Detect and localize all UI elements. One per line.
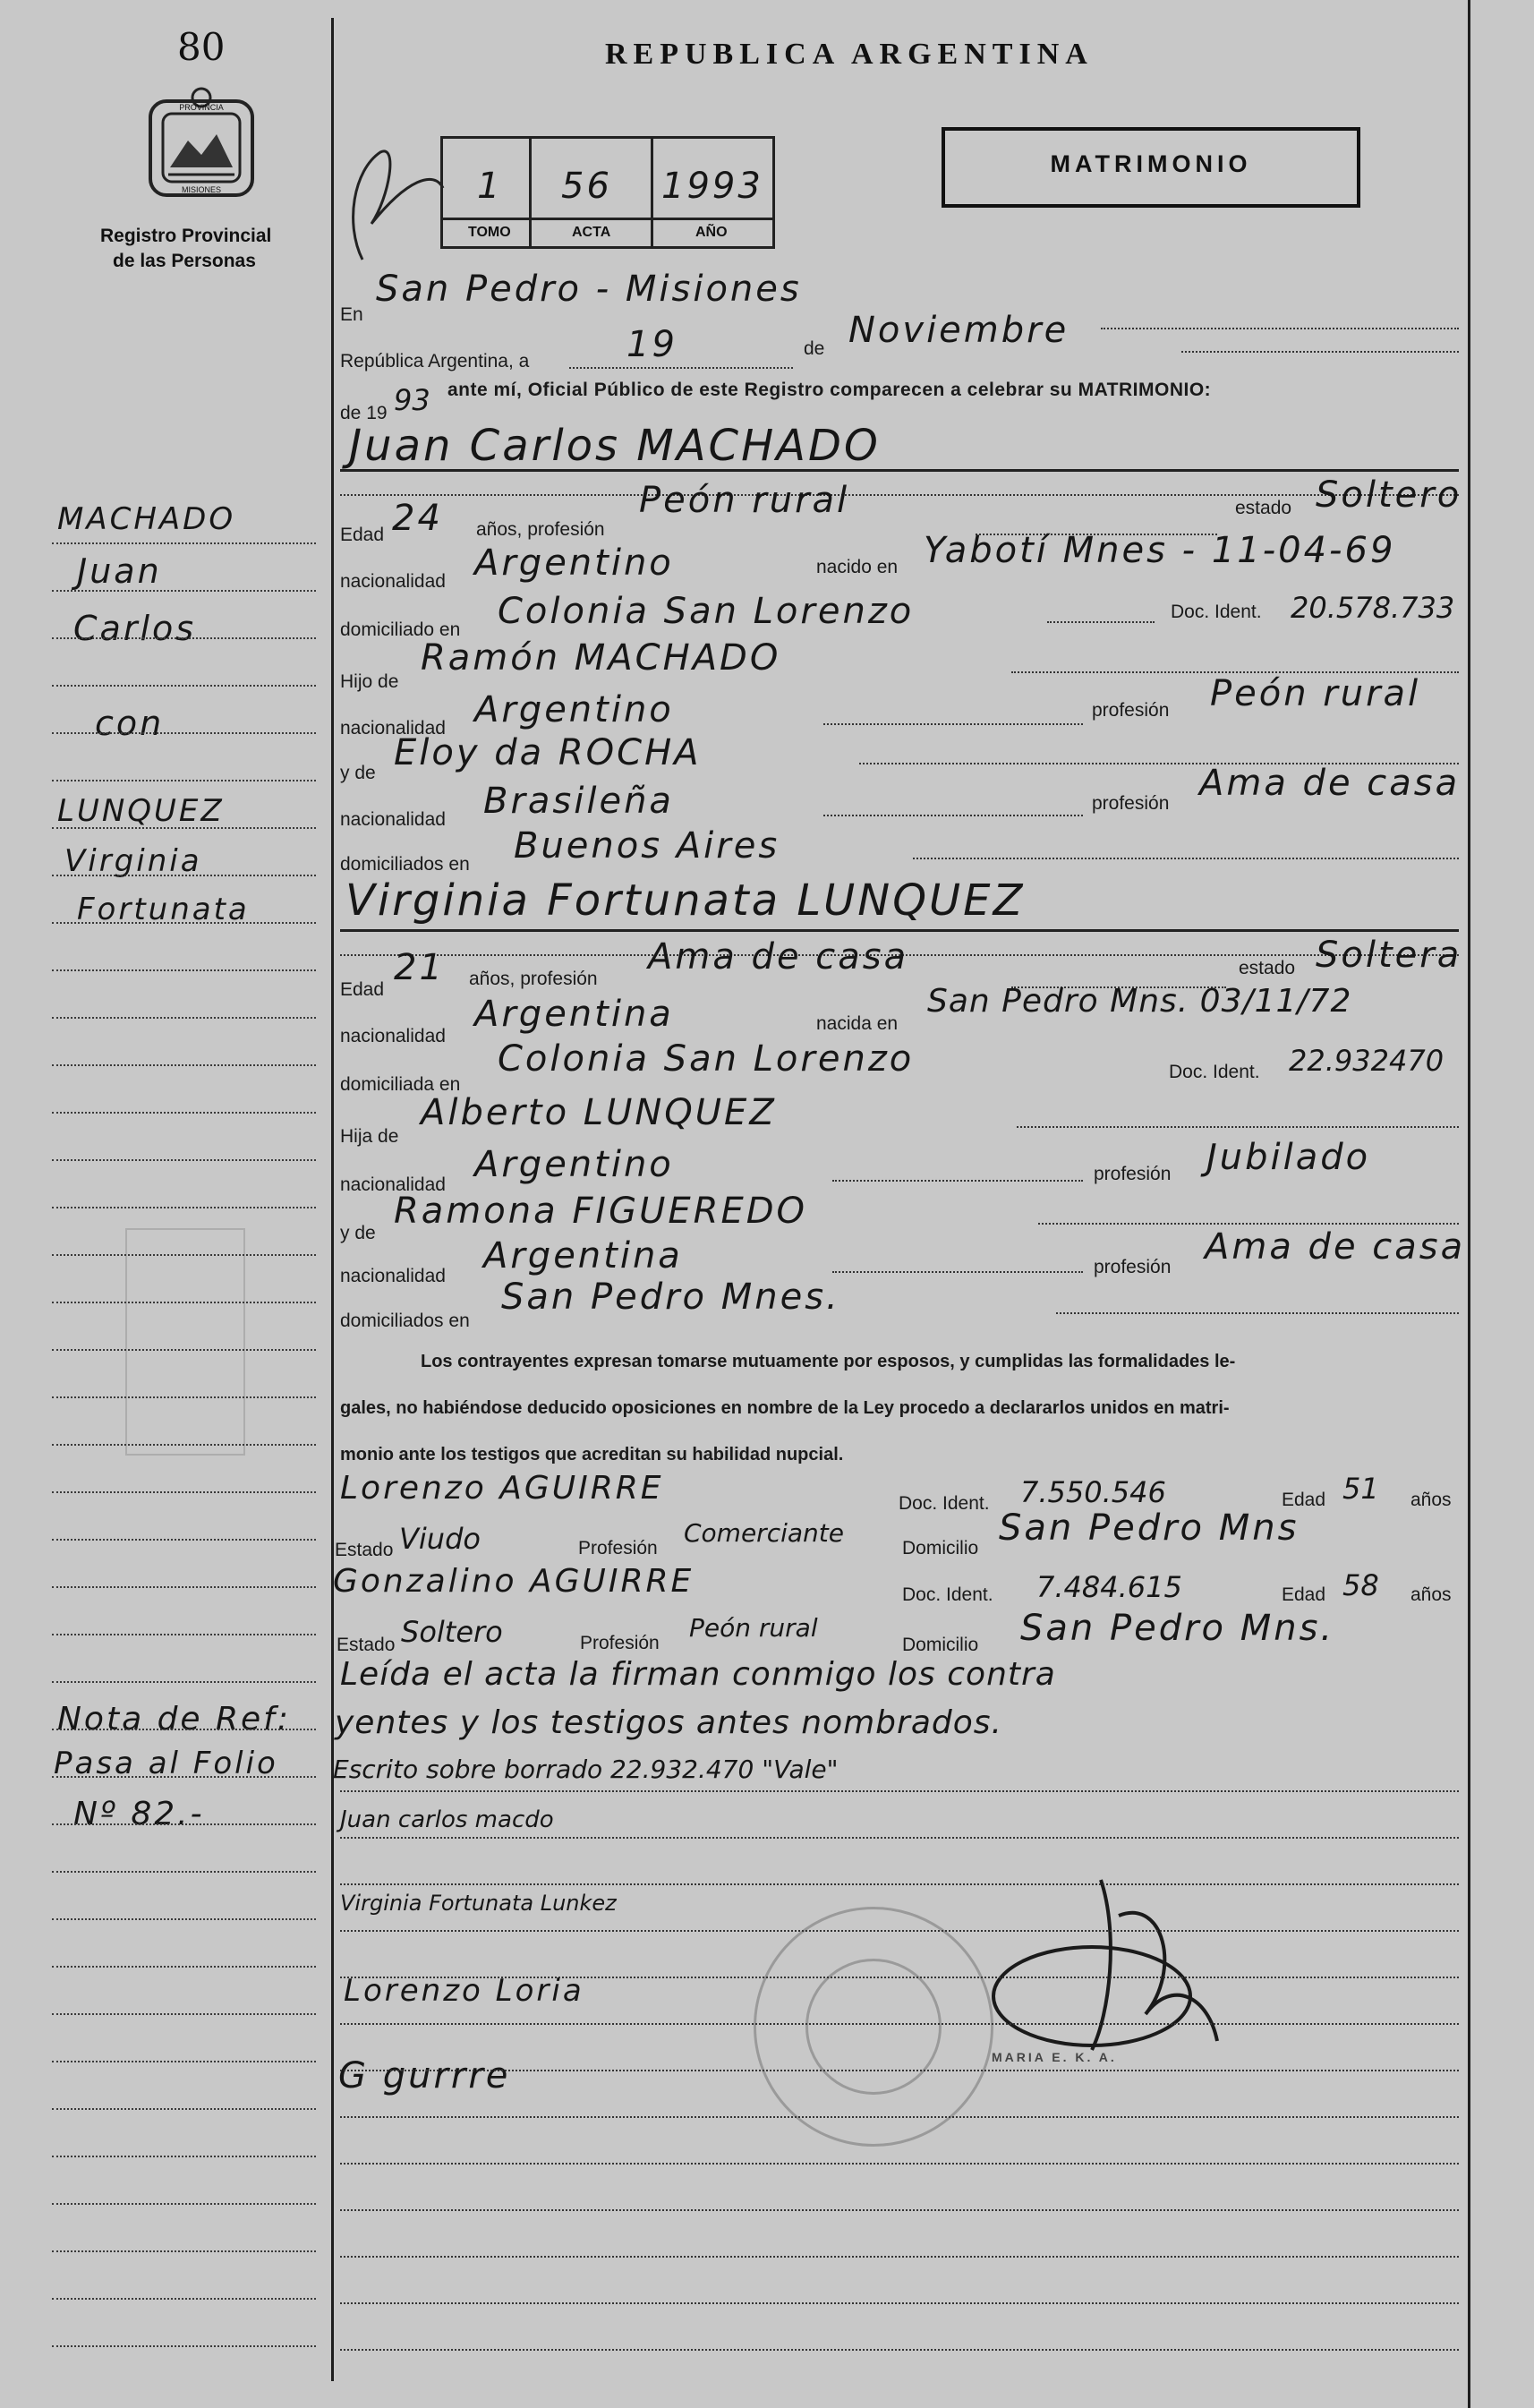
groom-estado-label: estado <box>1235 498 1292 518</box>
groom-father-profesion-label: profesión <box>1092 700 1170 721</box>
groom-father-nacionalidad-label: nacionalidad <box>340 718 446 739</box>
right-edge-rule <box>1468 0 1470 2408</box>
body-ruled-line <box>340 2070 1459 2071</box>
record-type: MATRIMONIO <box>1050 150 1252 177</box>
bride-domiciliados-label: domiciliados en <box>340 1311 470 1331</box>
bride-mother-profession: Ama de casa <box>1205 1226 1466 1268</box>
bride-nacida-label: nacida en <box>816 1013 899 1034</box>
witness2-address: San Pedro Mns. <box>1020 1608 1335 1649</box>
official-initial-signature <box>336 116 452 278</box>
witness2-doc: 7.484.615 <box>1036 1570 1182 1604</box>
provincial-seal <box>143 85 260 210</box>
groom-mother-profession: Ama de casa <box>1199 763 1461 804</box>
signature-bride: Virginia Fortunata Lunkez <box>340 1891 617 1916</box>
body-ruled-line <box>340 1837 1459 1839</box>
witness2-domicilio-label: Domicilio <box>902 1635 979 1655</box>
witness2-edad-label: Edad <box>1282 1584 1326 1605</box>
body-ruled-line <box>340 2256 1459 2258</box>
margin-ruled-line <box>52 875 316 876</box>
bride-father-profesion-label: profesión <box>1094 1164 1172 1184</box>
bride-mother-nationality: Argentina <box>483 1235 683 1277</box>
margin-ruled-line <box>52 2203 316 2205</box>
bride-mother-profesion-label: profesión <box>1094 1257 1172 1277</box>
registry-name-line1: Registro Provincial <box>100 226 272 246</box>
groom-mother-nacionalidad-label: nacionalidad <box>340 809 446 830</box>
bride-parents-address: San Pedro Mnes. <box>501 1277 840 1318</box>
margin-note-ref: Nota de Ref: <box>57 1701 291 1738</box>
groom-age: 24 <box>392 498 443 539</box>
margin-note-folio: Nº 82.- <box>73 1796 205 1832</box>
margin-ruled-line <box>52 542 316 544</box>
place-value: San Pedro - Misiones <box>376 269 802 310</box>
declaration-line3: monio ante los testigos que acreditan su habilidad nupcial. <box>340 1445 844 1464</box>
groom-father: Ramón MACHADO <box>421 637 781 679</box>
witness2-anos-label: años <box>1410 1584 1452 1605</box>
official-stamp-text: MARIA E. K. A. <box>992 2050 1117 2064</box>
margin-ruled-line <box>52 637 316 639</box>
witness1-status: Viudo <box>399 1522 481 1556</box>
bride-mother-nacionalidad-label: nacionalidad <box>340 1266 446 1286</box>
official-signature <box>984 1862 1253 2077</box>
witness2-estado-label: Estado <box>337 1635 396 1655</box>
margin-ruled-line <box>52 1254 316 1256</box>
body-ruled-line <box>340 2349 1459 2351</box>
ano-label: AÑO <box>695 225 728 240</box>
year-prefix: de 19 <box>340 403 388 423</box>
closing-line2: yentes y los testigos antes nombrados. <box>335 1704 1002 1741</box>
margin-conjunction: con <box>95 704 165 743</box>
margin-given-groom-b: Carlos <box>73 609 197 648</box>
groom-status: Soltero <box>1316 474 1462 516</box>
bride-mother: Ramona FIGUEREDO <box>394 1191 808 1232</box>
de-label: de <box>804 338 825 359</box>
witness1-name: Lorenzo AGUIRRE <box>340 1470 664 1507</box>
en-label: En <box>340 304 363 325</box>
groom-father-nationality: Argentino <box>474 689 674 730</box>
witness1-anos-label: años <box>1410 1490 1452 1510</box>
bride-doc-label: Doc. Ident. <box>1169 1062 1260 1082</box>
faded-stamp-inner <box>805 1959 942 2095</box>
signature-witness2: G gurrre <box>338 2055 511 2096</box>
bride-name: Virginia Fortunata LUNQUEZ <box>345 875 1026 926</box>
groom-doc-label: Doc. Ident. <box>1171 602 1262 622</box>
margin-ruled-line <box>52 1823 316 1825</box>
body-ruled-line <box>340 2116 1459 2118</box>
witness1-address: San Pedro Mns <box>999 1507 1300 1549</box>
bride-profession: Ama de casa <box>648 936 909 978</box>
witness1-doc-label: Doc. Ident. <box>899 1493 990 1514</box>
body-ruled-line <box>340 1883 1459 1885</box>
margin-given-groom-a: Juan <box>77 551 162 591</box>
margin-ruled-line <box>52 1729 316 1730</box>
margin-ruled-line <box>52 2013 316 2015</box>
margin-ruled-line <box>52 922 316 924</box>
witness2-name: Gonzalino AGUIRRE <box>333 1563 695 1600</box>
groom-parents-address: Buenos Aires <box>514 825 780 867</box>
groom-father-profession: Peón rural <box>1210 673 1421 714</box>
margin-ruled-line <box>52 1159 316 1161</box>
margin-ruled-line <box>52 1444 316 1446</box>
groom-mother-profesion-label: profesión <box>1092 793 1170 814</box>
margin-ruled-line <box>52 1207 316 1208</box>
bride-anos-profesion-label: años, profesión <box>469 969 598 989</box>
margin-ruled-line <box>52 2156 316 2157</box>
bride-father: Alberto LUNQUEZ <box>421 1092 777 1133</box>
witness2-profession: Peón rural <box>689 1613 818 1643</box>
bride-birth: San Pedro Mns. 03/11/72 <box>927 983 1352 1020</box>
bride-nationality: Argentina <box>474 994 674 1035</box>
bride-domiciliada-label: domiciliada en <box>340 1074 461 1095</box>
body-ruled-line <box>340 2209 1459 2211</box>
intro-statement: ante mí, Oficial Público de este Registro comparecen a celebrar su MATRIMONIO: <box>447 380 1212 400</box>
groom-nationality: Argentino <box>474 542 674 584</box>
bride-estado-label: estado <box>1239 958 1296 978</box>
witness2-status: Soltero <box>401 1615 503 1649</box>
margin-ruled-line <box>52 1681 316 1683</box>
margin-ruled-line <box>52 2345 316 2347</box>
registry-name-line2: de las Personas <box>113 251 256 271</box>
margin-surname-bride: LUNQUEZ <box>57 793 225 829</box>
groom-domiciliados-label: domiciliados en <box>340 854 470 875</box>
margin-surname-groom: MACHADO <box>57 501 236 537</box>
margin-faded-block <box>125 1228 245 1456</box>
groom-name: Juan Carlos MACHADO <box>349 421 881 471</box>
bride-doc: 22.932470 <box>1289 1044 1445 1078</box>
margin-ruled-line <box>52 1634 316 1635</box>
witness1-profesion-label: Profesión <box>578 1538 658 1558</box>
bride-edad-label: Edad <box>340 979 385 1000</box>
groom-yde-label: y de <box>340 763 376 783</box>
body-ruled-line <box>340 1977 1459 1978</box>
groom-domiciliado-label: domiciliado en <box>340 619 461 640</box>
signature-witness1: Lorenzo Loria <box>344 1973 584 2009</box>
body-ruled-line <box>340 2023 1459 2025</box>
witness2-profesion-label: Profesión <box>580 1633 660 1653</box>
margin-ruled-line <box>52 969 316 971</box>
groom-address: Colonia San Lorenzo <box>498 591 915 632</box>
declaration-line2: gales, no habiéndose deducido oposiciones en nombre de la Ley procedo a declararlos unidos en matri- <box>340 1398 1230 1418</box>
witness1-age: 51 <box>1342 1472 1379 1506</box>
margin-ruled-line <box>52 1302 316 1303</box>
signature-groom: Juan carlos macdo <box>340 1806 554 1833</box>
groom-mother-nationality: Brasileña <box>483 781 674 822</box>
tomo-value: 1 <box>477 166 503 207</box>
margin-given-bride-a: Virginia <box>64 843 202 879</box>
month-value: Noviembre <box>848 310 1070 351</box>
witness1-doc: 7.550.546 <box>1020 1475 1166 1509</box>
groom-hijo-label: Hijo de <box>340 671 399 692</box>
margin-ruled-line <box>52 1586 316 1588</box>
closing-line1: Leída el acta la firman conmigo los contra <box>340 1656 1056 1693</box>
margin-ruled-line <box>52 1871 316 1873</box>
margin-ruled-line <box>52 732 316 734</box>
margin-ruled-line <box>52 1776 316 1778</box>
margin-rule <box>331 18 334 2381</box>
margin-ruled-line <box>52 1918 316 1920</box>
groom-mother: Eloy da ROCHA <box>394 732 702 773</box>
margin-ruled-line <box>52 2298 316 2300</box>
day-value: 19 <box>626 324 678 365</box>
bride-hija-label: Hija de <box>340 1126 399 1147</box>
bride-yde-label: y de <box>340 1223 376 1243</box>
margin-ruled-line <box>52 1017 316 1019</box>
country-title: REPUBLICA ARGENTINA <box>605 38 1094 71</box>
declaration-line1: Los contrayentes expresan tomarse mutuamente por esposos, y cumplidas las formalidades le- <box>421 1352 1236 1371</box>
margin-ruled-line <box>52 2250 316 2252</box>
acta-label: ACTA <box>572 225 611 240</box>
tomo-label: TOMO <box>468 225 511 240</box>
body-ruled-line <box>340 1930 1459 1932</box>
body-ruled-line <box>340 2302 1459 2304</box>
margin-ruled-line <box>52 2061 316 2062</box>
margin-ruled-line <box>52 1349 316 1351</box>
margin-ruled-line <box>52 780 316 781</box>
witness1-estado-label: Estado <box>335 1540 394 1560</box>
margin-ruled-line <box>52 1064 316 1066</box>
groom-edad-label: Edad <box>340 525 385 545</box>
margin-note-pasa: Pasa al Folio <box>54 1746 278 1781</box>
groom-profession: Peón rural <box>639 480 850 521</box>
margin-ruled-line <box>52 1491 316 1493</box>
witness2-doc-label: Doc. Ident. <box>902 1584 993 1605</box>
groom-doc: 20.578.733 <box>1291 591 1455 625</box>
seal-text-bottom: MISIONES <box>181 185 222 194</box>
record-type-box <box>942 127 1360 208</box>
seal-text-top: PROVINCIA <box>179 103 224 112</box>
witness1-domicilio-label: Domicilio <box>902 1538 979 1558</box>
acta-value: 56 <box>561 166 612 207</box>
year-suffix: 93 <box>394 383 430 417</box>
margin-ruled-line <box>52 590 316 592</box>
republica-label: República Argentina, a <box>340 351 530 371</box>
margin-ruled-line <box>52 827 316 829</box>
margin-ruled-line <box>52 2108 316 2110</box>
margin-given-bride-b: Fortunata <box>77 892 250 927</box>
witness1-edad-label: Edad <box>1282 1490 1326 1510</box>
margin-ruled-line <box>52 1112 316 1114</box>
groom-anos-profesion-label: años, profesión <box>476 519 605 540</box>
record-box <box>440 136 775 249</box>
body-ruled-line <box>340 2163 1459 2165</box>
bride-age: 21 <box>394 947 445 988</box>
bride-address: Colonia San Lorenzo <box>498 1038 915 1080</box>
margin-ruled-line <box>52 685 316 687</box>
bride-nacionalidad-label: nacionalidad <box>340 1026 446 1046</box>
margin-ruled-line <box>52 1539 316 1541</box>
margin-ruled-line <box>52 1966 316 1968</box>
witness2-age: 58 <box>1342 1568 1379 1602</box>
ano-value: 1993 <box>661 166 763 207</box>
bride-father-nationality: Argentino <box>474 1144 674 1185</box>
bride-status: Soltera <box>1316 935 1462 976</box>
groom-birth: Yabotí Mnes - 11-04-69 <box>924 530 1396 571</box>
groom-nacido-label: nacido en <box>816 557 899 577</box>
margin-ruled-line <box>52 1396 316 1398</box>
witness1-profession: Comerciante <box>684 1518 844 1548</box>
bride-father-nacionalidad-label: nacionalidad <box>340 1174 446 1195</box>
groom-nacionalidad-label: nacionalidad <box>340 571 446 592</box>
closing-line3: Escrito sobre borrado 22.932.470 "Vale" <box>333 1755 839 1784</box>
page-number: 80 <box>177 25 226 69</box>
bride-father-profession: Jubilado <box>1206 1137 1371 1178</box>
